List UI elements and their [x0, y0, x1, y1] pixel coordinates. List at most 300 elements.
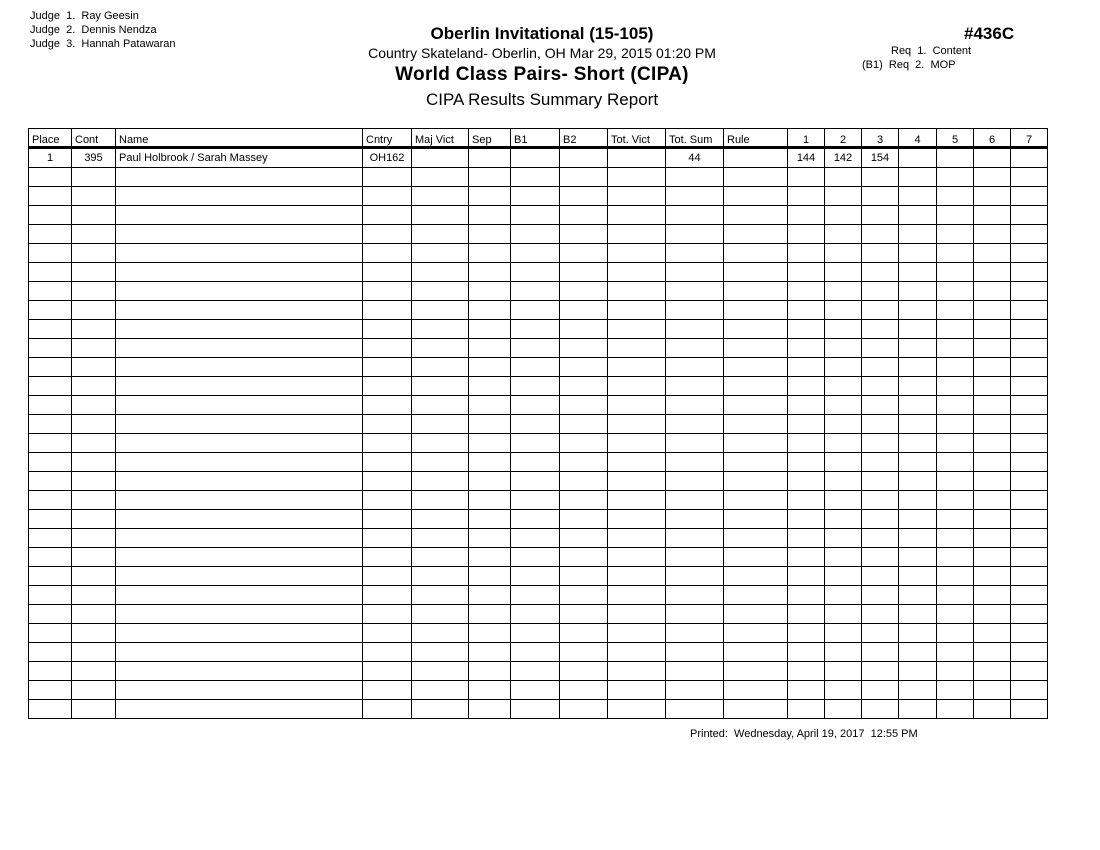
empty-cell [469, 510, 511, 529]
empty-cell [724, 358, 788, 377]
empty-cell [937, 206, 974, 225]
empty-cell [560, 320, 608, 339]
empty-cell [511, 624, 560, 643]
empty-cell [825, 624, 862, 643]
venue-date: Country Skateland- Oberlin, OH Mar 29, 2015 01:20 PM [368, 45, 716, 61]
empty-cell [412, 282, 469, 301]
empty-cell [560, 548, 608, 567]
empty-cell [825, 662, 862, 681]
empty-cell [974, 244, 1011, 263]
empty-cell [724, 415, 788, 434]
empty-cell [937, 681, 974, 700]
empty-cell [363, 263, 412, 282]
empty-cell [116, 643, 363, 662]
empty-cell [116, 662, 363, 681]
empty-cell [1011, 187, 1048, 206]
table-row-empty [29, 662, 1048, 681]
table-row-empty [29, 168, 1048, 187]
empty-cell [862, 624, 899, 643]
empty-cell [72, 681, 116, 700]
empty-cell [899, 491, 937, 510]
empty-cell [363, 396, 412, 415]
col-judge-1: 1 [788, 129, 825, 148]
empty-cell [899, 548, 937, 567]
cell-rule [724, 148, 788, 168]
empty-cell [560, 434, 608, 453]
empty-cell [825, 263, 862, 282]
empty-cell [560, 225, 608, 244]
table-row-empty [29, 453, 1048, 472]
cell-sep [469, 148, 511, 168]
empty-cell [116, 681, 363, 700]
col-judge-3: 3 [862, 129, 899, 148]
table-row-empty [29, 548, 1048, 567]
empty-cell [511, 491, 560, 510]
empty-cell [72, 605, 116, 624]
empty-cell [412, 662, 469, 681]
empty-cell [666, 624, 724, 643]
col-judge-4: 4 [899, 129, 937, 148]
empty-cell [511, 415, 560, 434]
empty-cell [1011, 681, 1048, 700]
empty-cell [469, 548, 511, 567]
empty-cell [469, 396, 511, 415]
empty-cell [899, 396, 937, 415]
empty-cell [72, 567, 116, 586]
empty-cell [116, 320, 363, 339]
empty-cell [29, 377, 72, 396]
empty-cell [608, 377, 666, 396]
empty-cell [116, 529, 363, 548]
empty-cell [608, 339, 666, 358]
empty-cell [862, 510, 899, 529]
empty-cell [862, 244, 899, 263]
empty-cell [116, 510, 363, 529]
empty-cell [788, 263, 825, 282]
empty-cell [899, 434, 937, 453]
cell-place: 1 [29, 148, 72, 168]
empty-cell [412, 453, 469, 472]
empty-cell [469, 187, 511, 206]
empty-cell [511, 320, 560, 339]
empty-cell [862, 339, 899, 358]
empty-cell [560, 700, 608, 719]
empty-cell [862, 586, 899, 605]
empty-cell [974, 567, 1011, 586]
empty-cell [560, 643, 608, 662]
empty-cell [560, 681, 608, 700]
empty-cell [788, 396, 825, 415]
empty-cell [363, 320, 412, 339]
empty-cell [412, 510, 469, 529]
empty-cell [788, 244, 825, 263]
empty-cell [72, 168, 116, 187]
empty-cell [363, 415, 412, 434]
empty-cell [116, 263, 363, 282]
empty-cell [511, 586, 560, 605]
empty-cell [937, 510, 974, 529]
empty-cell [974, 206, 1011, 225]
empty-cell [974, 624, 1011, 643]
empty-cell [29, 662, 72, 681]
empty-cell [724, 206, 788, 225]
cell-cntry: OH162 [363, 148, 412, 168]
table-row-empty [29, 510, 1048, 529]
empty-cell [608, 662, 666, 681]
empty-cell [937, 643, 974, 662]
table-row-empty [29, 339, 1048, 358]
cell-judge-6 [974, 148, 1011, 168]
empty-cell [862, 396, 899, 415]
empty-cell [412, 358, 469, 377]
empty-cell [862, 605, 899, 624]
empty-cell [412, 700, 469, 719]
empty-cell [469, 282, 511, 301]
empty-cell [788, 358, 825, 377]
empty-cell [666, 510, 724, 529]
empty-cell [469, 377, 511, 396]
empty-cell [1011, 225, 1048, 244]
empty-cell [666, 567, 724, 586]
empty-cell [974, 700, 1011, 719]
empty-cell [116, 168, 363, 187]
empty-cell [862, 358, 899, 377]
empty-cell [937, 472, 974, 491]
empty-cell [1011, 491, 1048, 510]
empty-cell [469, 434, 511, 453]
empty-cell [1011, 434, 1048, 453]
cell-tot-vict [608, 148, 666, 168]
cell-b1 [511, 148, 560, 168]
empty-cell [724, 548, 788, 567]
empty-cell [363, 491, 412, 510]
empty-cell [825, 187, 862, 206]
empty-cell [666, 377, 724, 396]
table-row-empty [29, 415, 1048, 434]
empty-cell [72, 643, 116, 662]
table-row-empty [29, 320, 1048, 339]
empty-cell [412, 434, 469, 453]
empty-cell [469, 662, 511, 681]
empty-cell [511, 377, 560, 396]
empty-cell [899, 681, 937, 700]
empty-cell [724, 567, 788, 586]
empty-cell [899, 586, 937, 605]
empty-cell [469, 529, 511, 548]
empty-cell [862, 187, 899, 206]
col-maj-vict: Maj Vict [412, 129, 469, 148]
empty-cell [937, 586, 974, 605]
empty-cell [469, 301, 511, 320]
cell-maj-vict [412, 148, 469, 168]
empty-cell [974, 643, 1011, 662]
empty-cell [363, 472, 412, 491]
empty-cell [788, 662, 825, 681]
empty-cell [666, 263, 724, 282]
empty-cell [1011, 301, 1048, 320]
empty-cell [608, 472, 666, 491]
empty-cell [363, 301, 412, 320]
empty-cell [72, 263, 116, 282]
empty-cell [560, 529, 608, 548]
empty-cell [666, 700, 724, 719]
empty-cell [560, 263, 608, 282]
empty-cell [666, 681, 724, 700]
empty-cell [974, 529, 1011, 548]
empty-cell [666, 662, 724, 681]
empty-cell [788, 168, 825, 187]
empty-cell [862, 453, 899, 472]
empty-cell [560, 396, 608, 415]
empty-cell [899, 339, 937, 358]
empty-cell [608, 320, 666, 339]
empty-cell [608, 548, 666, 567]
empty-cell [363, 225, 412, 244]
empty-cell [608, 415, 666, 434]
empty-cell [469, 339, 511, 358]
event-number: #436C [964, 24, 1015, 43]
empty-cell [116, 244, 363, 263]
empty-cell [899, 700, 937, 719]
empty-cell [666, 301, 724, 320]
empty-cell [974, 491, 1011, 510]
empty-cell [899, 377, 937, 396]
empty-cell [608, 225, 666, 244]
empty-cell [899, 605, 937, 624]
empty-cell [724, 605, 788, 624]
empty-cell [862, 415, 899, 434]
col-tot-sum: Tot. Sum [666, 129, 724, 148]
empty-cell [72, 320, 116, 339]
empty-cell [666, 643, 724, 662]
empty-cell [899, 472, 937, 491]
empty-cell [608, 491, 666, 510]
empty-cell [937, 434, 974, 453]
col-cntry: Cntry [363, 129, 412, 148]
empty-cell [899, 453, 937, 472]
empty-cell [974, 662, 1011, 681]
empty-cell [974, 548, 1011, 567]
empty-cell [560, 491, 608, 510]
col-judge-2: 2 [825, 129, 862, 148]
empty-cell [560, 662, 608, 681]
empty-cell [825, 339, 862, 358]
empty-cell [1011, 529, 1048, 548]
empty-cell [511, 605, 560, 624]
empty-cell [412, 586, 469, 605]
col-sep: Sep [469, 129, 511, 148]
empty-cell [825, 567, 862, 586]
empty-cell [862, 567, 899, 586]
empty-cell [666, 320, 724, 339]
empty-cell [29, 301, 72, 320]
empty-cell [1011, 643, 1048, 662]
empty-cell [724, 263, 788, 282]
empty-cell [788, 529, 825, 548]
empty-cell [862, 662, 899, 681]
empty-cell [937, 168, 974, 187]
empty-cell [974, 605, 1011, 624]
empty-cell [72, 282, 116, 301]
empty-cell [469, 472, 511, 491]
empty-cell [1011, 339, 1048, 358]
empty-cell [29, 586, 72, 605]
cell-judge-5 [937, 148, 974, 168]
empty-cell [29, 434, 72, 453]
empty-cell [1011, 472, 1048, 491]
empty-cell [412, 339, 469, 358]
empty-cell [1011, 510, 1048, 529]
empty-cell [511, 244, 560, 263]
empty-cell [116, 225, 363, 244]
empty-cell [899, 662, 937, 681]
empty-cell [29, 567, 72, 586]
empty-cell [412, 301, 469, 320]
empty-cell [1011, 263, 1048, 282]
empty-cell [666, 472, 724, 491]
empty-cell [724, 453, 788, 472]
empty-cell [560, 358, 608, 377]
empty-cell [666, 415, 724, 434]
empty-cell [511, 396, 560, 415]
empty-cell [72, 453, 116, 472]
empty-cell [560, 339, 608, 358]
empty-cell [1011, 567, 1048, 586]
empty-cell [825, 510, 862, 529]
empty-cell [469, 206, 511, 225]
empty-cell [363, 377, 412, 396]
empty-cell [363, 662, 412, 681]
empty-cell [899, 567, 937, 586]
empty-cell [666, 187, 724, 206]
empty-cell [72, 472, 116, 491]
empty-cell [1011, 320, 1048, 339]
empty-cell [72, 548, 116, 567]
empty-cell [788, 301, 825, 320]
empty-cell [974, 681, 1011, 700]
empty-cell [560, 168, 608, 187]
empty-cell [608, 510, 666, 529]
empty-cell [72, 377, 116, 396]
empty-cell [363, 282, 412, 301]
empty-cell [1011, 586, 1048, 605]
empty-cell [72, 529, 116, 548]
empty-cell [511, 187, 560, 206]
empty-cell [974, 168, 1011, 187]
empty-cell [560, 415, 608, 434]
empty-cell [29, 605, 72, 624]
empty-cell [116, 301, 363, 320]
empty-cell [788, 282, 825, 301]
requirement-2: (B1) Req 2. MOP [862, 59, 956, 71]
empty-cell [29, 168, 72, 187]
empty-cell [469, 320, 511, 339]
empty-cell [666, 529, 724, 548]
empty-cell [666, 206, 724, 225]
empty-cell [724, 282, 788, 301]
judge-2: Judge 2. Dennis Nendza [30, 24, 157, 36]
cell-judge-4 [899, 148, 937, 168]
empty-cell [72, 301, 116, 320]
empty-cell [788, 453, 825, 472]
empty-cell [363, 453, 412, 472]
cell-judge-1: 144 [788, 148, 825, 168]
empty-cell [29, 244, 72, 263]
empty-cell [29, 339, 72, 358]
empty-cell [937, 567, 974, 586]
empty-cell [937, 339, 974, 358]
empty-cell [724, 339, 788, 358]
empty-cell [825, 472, 862, 491]
empty-cell [469, 244, 511, 263]
empty-cell [788, 510, 825, 529]
judge-1: Judge 1. Ray Geesin [30, 10, 139, 22]
table-row-empty [29, 643, 1048, 662]
table-row-empty [29, 434, 1048, 453]
empty-cell [469, 263, 511, 282]
empty-cell [788, 225, 825, 244]
empty-cell [974, 586, 1011, 605]
table-row [29, 148, 1048, 168]
empty-cell [825, 377, 862, 396]
cell-cont: 395 [72, 148, 116, 168]
empty-cell [412, 377, 469, 396]
empty-cell [412, 396, 469, 415]
empty-cell [899, 510, 937, 529]
empty-cell [899, 643, 937, 662]
empty-cell [862, 301, 899, 320]
empty-cell [724, 225, 788, 244]
empty-cell [469, 225, 511, 244]
empty-cell [788, 434, 825, 453]
empty-cell [511, 643, 560, 662]
empty-cell [974, 263, 1011, 282]
empty-cell [724, 510, 788, 529]
table-row-empty [29, 301, 1048, 320]
table-row-empty [29, 567, 1048, 586]
table-row-empty [29, 358, 1048, 377]
empty-cell [363, 339, 412, 358]
empty-cell [363, 244, 412, 263]
empty-cell [29, 453, 72, 472]
empty-cell [72, 700, 116, 719]
cell-tot-sum: 44 [666, 148, 724, 168]
empty-cell [666, 491, 724, 510]
empty-cell [788, 320, 825, 339]
empty-cell [825, 415, 862, 434]
col-judge-5: 5 [937, 129, 974, 148]
empty-cell [788, 548, 825, 567]
cell-judge-2: 142 [825, 148, 862, 168]
empty-cell [560, 567, 608, 586]
empty-cell [899, 187, 937, 206]
empty-cell [825, 491, 862, 510]
empty-cell [412, 187, 469, 206]
cell-judge-7 [1011, 148, 1048, 168]
empty-cell [1011, 415, 1048, 434]
results-table [28, 128, 1048, 719]
empty-cell [862, 320, 899, 339]
empty-cell [825, 282, 862, 301]
empty-cell [116, 339, 363, 358]
empty-cell [511, 263, 560, 282]
empty-cell [363, 624, 412, 643]
competition-title: Oberlin Invitational (15-105) [430, 24, 654, 43]
empty-cell [116, 491, 363, 510]
empty-cell [29, 681, 72, 700]
empty-cell [363, 510, 412, 529]
empty-cell [72, 510, 116, 529]
